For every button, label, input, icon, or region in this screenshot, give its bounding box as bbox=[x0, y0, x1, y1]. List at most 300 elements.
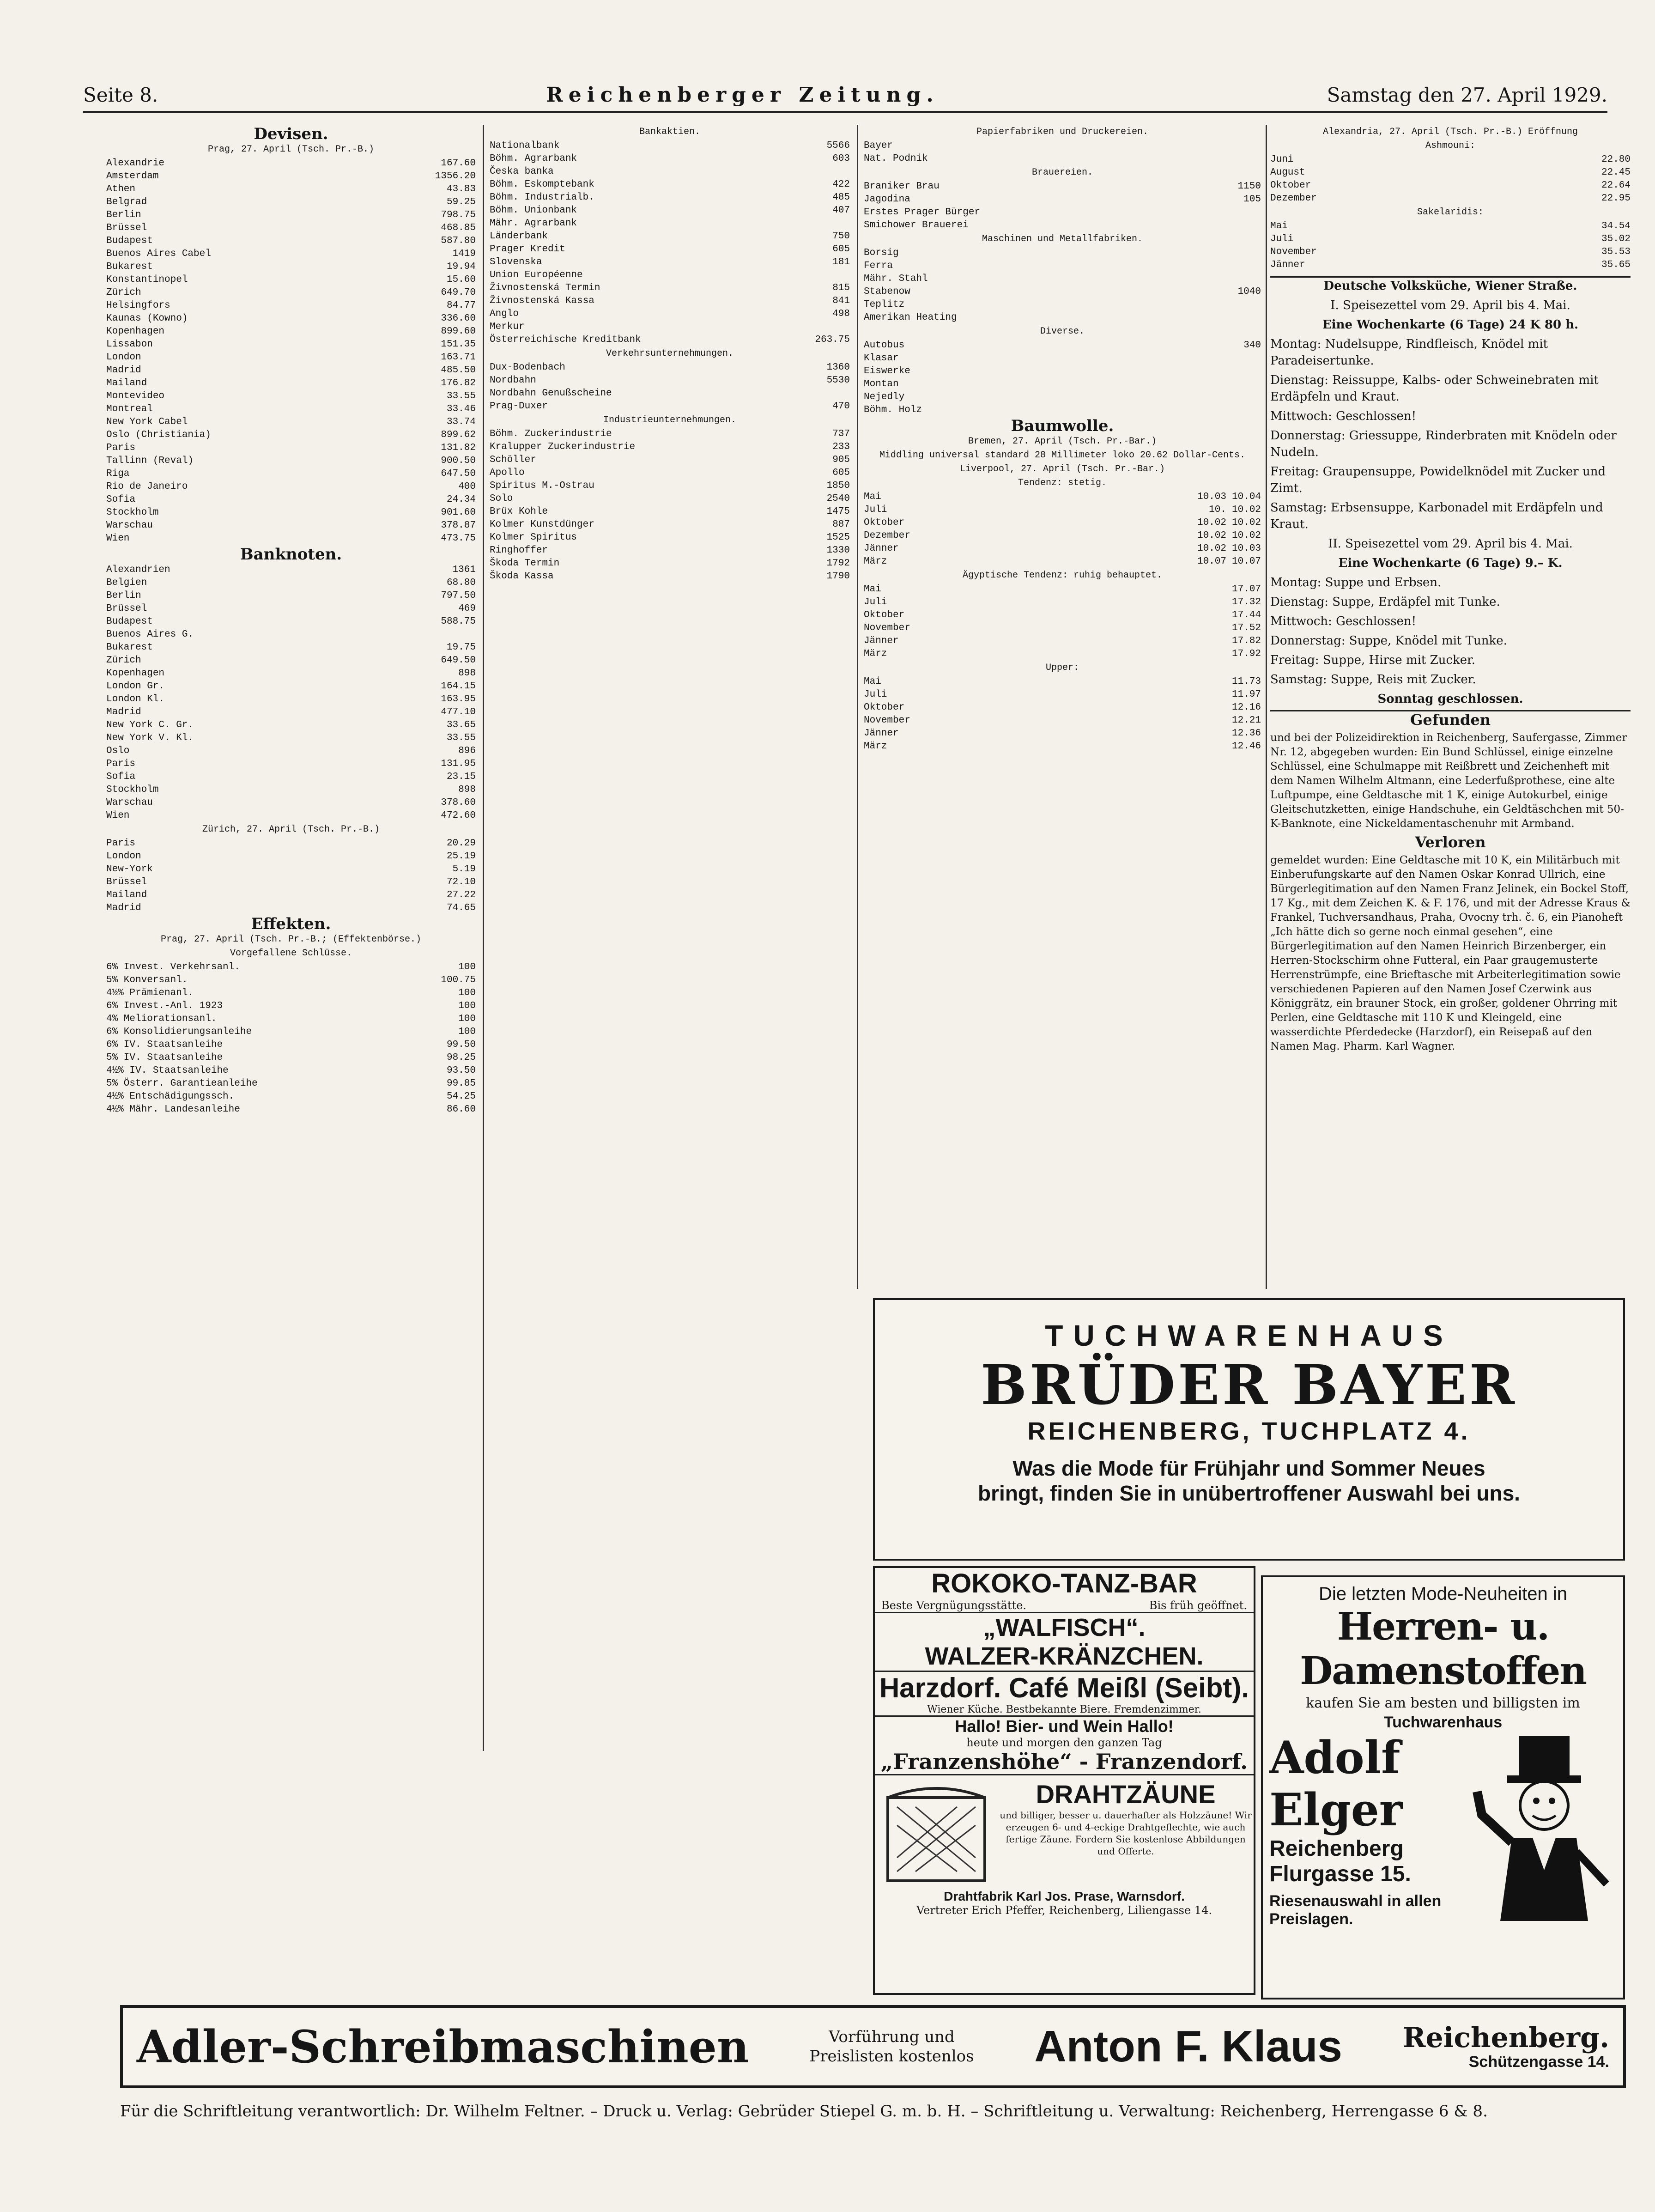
row-label: Stockholm bbox=[106, 784, 159, 795]
row-label: Union Européenne bbox=[490, 270, 583, 280]
table-row bbox=[490, 204, 850, 217]
row-label: August bbox=[1270, 167, 1305, 178]
row-value: 1356.20 bbox=[435, 171, 476, 182]
row-value: 470 bbox=[832, 401, 850, 412]
row-label: New-York bbox=[106, 864, 153, 875]
table-row bbox=[864, 740, 1261, 753]
table-row bbox=[1270, 166, 1631, 179]
section-title-devisen: Devisen. bbox=[254, 125, 328, 143]
table-row bbox=[106, 889, 476, 902]
ad-elger-name: Adolf Elger bbox=[1269, 1732, 1403, 1836]
table-row bbox=[106, 589, 476, 602]
table-row bbox=[490, 492, 850, 505]
table-row bbox=[106, 680, 476, 693]
row-value: 24.34 bbox=[446, 494, 476, 505]
column-notices bbox=[1270, 125, 1631, 1057]
table-row bbox=[864, 701, 1261, 714]
row-label: Amsterdam bbox=[106, 171, 159, 182]
row-label: Mähr. Stahl bbox=[864, 273, 928, 284]
row-value: 33.55 bbox=[446, 733, 476, 743]
masthead: Reichenberger Zeitung. bbox=[546, 83, 939, 107]
row-label: Paris bbox=[106, 759, 136, 769]
table-row bbox=[106, 667, 476, 680]
row-value: 485 bbox=[832, 192, 850, 203]
row-value: 27.22 bbox=[446, 890, 476, 900]
table-row bbox=[490, 282, 850, 295]
row-value: 340 bbox=[1243, 340, 1261, 351]
table-row bbox=[106, 745, 476, 758]
section-title-verkehr: Verkehrsunternehmungen. bbox=[606, 348, 734, 359]
row-value: 100 bbox=[458, 1027, 476, 1037]
row-label: Nejedly bbox=[864, 392, 905, 402]
table-row bbox=[106, 209, 476, 222]
row-label: Dezember bbox=[864, 530, 910, 541]
volkskueche-menu1 bbox=[1270, 336, 1631, 533]
row-value: 86.60 bbox=[446, 1104, 476, 1115]
imprint-footer: Für die Schriftleitung verantwortlich: Dr. Wilhelm Feltner. – Druck u. Verlag: Gebrüder Stiepel G. m. b. H. – Schriftleitung u. Verwaltung: Reichenberg, Herrengasse 6 & 8. bbox=[120, 2102, 1488, 2121]
row-label: Oktober bbox=[864, 610, 905, 620]
table-row bbox=[106, 961, 476, 974]
table-row bbox=[106, 577, 476, 589]
ad-elger-choice: Riesenauswahl in allen Preislagen. bbox=[1269, 1892, 1442, 1928]
row-label: Jagodina bbox=[864, 194, 910, 205]
column-rule bbox=[483, 125, 484, 1751]
ad-adler-street: Schützengasse 14. bbox=[1468, 2053, 1609, 2071]
newspaper-page bbox=[28, 18, 1631, 2185]
menu-line: Dienstag: Suppe, Erdäpfel mit Tunke. bbox=[1270, 595, 1500, 609]
ad-draht-text: und billiger, besser u. dauerhafter als Holzzäune! Wir erzeugen 6- und 4-eckige Drahtgeflechte, wie auch fertige Zäune. Fordern Sie kostenlose Abbildungen und Offerte. bbox=[1000, 1810, 1252, 1857]
table-row bbox=[106, 796, 476, 809]
table-row bbox=[1270, 192, 1631, 205]
row-label: Brüssel bbox=[106, 877, 147, 887]
row-label: 6% Invest.-Anl. 1923 bbox=[106, 1001, 223, 1011]
table-row bbox=[864, 529, 1261, 542]
row-label: Spiritus M.-Ostrau bbox=[490, 480, 594, 491]
top-hat-man-icon bbox=[1468, 1732, 1620, 1926]
table-row bbox=[106, 1026, 476, 1039]
section-title-baumwolle: Baumwolle. bbox=[1011, 417, 1114, 435]
row-value: 19.75 bbox=[446, 642, 476, 653]
ad-elger-line3: kaufen Sie am besten und billigsten im bbox=[1306, 1695, 1580, 1711]
table-row bbox=[490, 518, 850, 531]
ad-draht-firm: Drahtfabrik Karl Jos. Prase, Warnsdorf. bbox=[944, 1889, 1185, 1903]
menu-line: Dienstag: Reissuppe, Kalbs- oder Schweinebraten mit Erdäpfeln und Kraut. bbox=[1270, 373, 1599, 404]
row-value: 164.15 bbox=[441, 681, 476, 692]
ad-rokoko-title: ROKOKO-TANZ-BAR bbox=[931, 1568, 1197, 1598]
row-label: Böhm. Agrarbank bbox=[490, 153, 577, 164]
row-label: Borsig bbox=[864, 248, 899, 258]
table-row bbox=[490, 230, 850, 243]
table-row bbox=[864, 714, 1261, 727]
ad-brueder-bayer bbox=[873, 1298, 1625, 1561]
table-row bbox=[1270, 220, 1631, 233]
table-row bbox=[490, 570, 850, 583]
ad-tuch-line1: TUCHWARENHAUS bbox=[1045, 1319, 1453, 1352]
row-value: 737 bbox=[832, 429, 850, 439]
papier-table bbox=[864, 140, 1261, 165]
table-row bbox=[106, 170, 476, 183]
volkskueche-p4: Eine Wochenkarte (6 Tage) 9.– K. bbox=[1338, 556, 1563, 570]
table-row bbox=[864, 583, 1261, 596]
row-label: Kaunas (Kowno) bbox=[106, 313, 188, 324]
row-label: Böhm. Unionbank bbox=[490, 205, 577, 216]
table-row bbox=[864, 727, 1261, 740]
diverse-table bbox=[864, 339, 1261, 417]
sakel-alex-table bbox=[1270, 220, 1631, 272]
row-label: Belgrad bbox=[106, 197, 147, 207]
row-value: 10.04 bbox=[1231, 492, 1261, 502]
ad-tuch-address: REICHENBERG, TUCHPLATZ 4. bbox=[1027, 1417, 1471, 1445]
row-value: 1419 bbox=[452, 249, 476, 259]
industrie-table bbox=[490, 428, 850, 583]
table-row bbox=[106, 325, 476, 338]
row-value: 23.15 bbox=[446, 772, 476, 782]
row-label: Böhm. Industrialb. bbox=[490, 192, 594, 203]
row-value: 10. bbox=[1209, 504, 1226, 515]
row-label: 6% IV. Staatsanleihe bbox=[106, 1039, 223, 1050]
row-value: 10.02 bbox=[1197, 543, 1226, 554]
row-value: 1475 bbox=[826, 506, 850, 517]
row-label: Schöller bbox=[490, 455, 536, 465]
row-label: Ferra bbox=[864, 261, 893, 271]
row-label: Klasar bbox=[864, 353, 899, 364]
row-value: 12.36 bbox=[1231, 728, 1261, 739]
row-value: 74.65 bbox=[446, 903, 476, 913]
table-row bbox=[490, 531, 850, 544]
row-label: Ringhoffer bbox=[490, 545, 548, 556]
row-value: 17.07 bbox=[1231, 584, 1261, 595]
row-label: Zürich bbox=[106, 287, 141, 298]
section-title-bankaktien: Bankaktien. bbox=[639, 127, 701, 137]
verkehr-table bbox=[490, 361, 850, 413]
row-label: Juli bbox=[1270, 234, 1294, 244]
table-row bbox=[106, 1103, 476, 1116]
row-value: 12.46 bbox=[1231, 741, 1261, 752]
row-label: Mailand bbox=[106, 378, 147, 389]
row-value: 151.35 bbox=[441, 339, 476, 350]
table-row bbox=[106, 429, 476, 442]
table-row bbox=[106, 442, 476, 455]
row-label: Belgien bbox=[106, 577, 147, 588]
ad-tuch-line5: bringt, finden Sie in unübertroffener Auswahl bei uns. bbox=[978, 1481, 1520, 1505]
row-value: 54.25 bbox=[446, 1091, 476, 1102]
row-value: 17.52 bbox=[1231, 623, 1261, 633]
menu-line: Mittwoch: Geschlossen! bbox=[1270, 409, 1417, 423]
row-label: New York V. Kl. bbox=[106, 733, 194, 743]
bankaktien-table bbox=[490, 140, 850, 346]
row-label: Mai bbox=[864, 492, 881, 502]
table-row bbox=[490, 191, 850, 204]
row-value: 100 bbox=[458, 1001, 476, 1011]
table-row bbox=[490, 165, 850, 178]
table-row bbox=[490, 374, 850, 387]
ad-elger-line4: Tuchwarenhaus bbox=[1383, 1714, 1503, 1731]
ad-adler-mid bbox=[809, 2027, 974, 2066]
table-row bbox=[106, 615, 476, 628]
ad-draht bbox=[875, 1775, 1254, 1889]
row-value: 1850 bbox=[826, 480, 850, 491]
table-row bbox=[490, 454, 850, 467]
row-value: 841 bbox=[832, 296, 850, 306]
menu-line: Donnerstag: Griessuppe, Rinderbraten mit Knödeln oder Nudeln. bbox=[1270, 429, 1617, 459]
table-row bbox=[864, 180, 1261, 193]
row-value: 233 bbox=[832, 442, 850, 452]
ad-adler-mid2: Preislisten kostenlos bbox=[809, 2047, 974, 2066]
table-row bbox=[1270, 179, 1631, 192]
table-row bbox=[106, 338, 476, 351]
row-label: Bukarest bbox=[106, 642, 153, 653]
row-label: März bbox=[864, 649, 887, 659]
row-value: 100 bbox=[458, 962, 476, 972]
row-label: Jänner bbox=[864, 636, 899, 646]
row-value: 72.10 bbox=[446, 877, 476, 887]
row-value: 17.44 bbox=[1231, 610, 1261, 620]
effekten-note: Vorgefallene Schlüsse. bbox=[230, 948, 352, 959]
table-row bbox=[106, 273, 476, 286]
table-row bbox=[864, 260, 1261, 273]
row-label: Stockholm bbox=[106, 507, 159, 518]
row-value: 898 bbox=[458, 668, 476, 679]
row-value: 68.80 bbox=[446, 577, 476, 588]
row-label: Paris bbox=[106, 443, 136, 453]
baumwolle-middling: Middling universal standard 28 Millimeter loko 20.62 Dollar-Cents. bbox=[879, 450, 1246, 461]
row-label: Stabenow bbox=[864, 286, 910, 297]
table-row bbox=[106, 416, 476, 429]
table-row bbox=[490, 152, 850, 165]
table-row bbox=[864, 378, 1261, 391]
row-value: 469 bbox=[458, 603, 476, 614]
table-row bbox=[490, 243, 850, 256]
row-value: 336.60 bbox=[441, 313, 476, 324]
row-value: 905 bbox=[832, 455, 850, 465]
table-row bbox=[1270, 233, 1631, 246]
table-row bbox=[490, 321, 850, 334]
row-value: 10.07 bbox=[1197, 556, 1226, 567]
table-row bbox=[106, 1090, 476, 1103]
row-label: Mähr. Agrarbank bbox=[490, 218, 577, 229]
row-value: 1150 bbox=[1237, 181, 1261, 192]
maschinen-table bbox=[864, 247, 1261, 324]
row-label: Jänner bbox=[1270, 260, 1305, 270]
row-label: Österreichische Kreditbank bbox=[490, 334, 641, 345]
row-label: Montreal bbox=[106, 404, 153, 414]
row-label: 5% Konversanl. bbox=[106, 975, 188, 985]
row-value: 815 bbox=[832, 283, 850, 293]
row-value: 422 bbox=[832, 179, 850, 190]
table-row bbox=[106, 222, 476, 235]
table-row bbox=[864, 140, 1261, 152]
table-row bbox=[106, 974, 476, 987]
row-label: Jänner bbox=[864, 543, 899, 554]
row-value: 900.50 bbox=[441, 456, 476, 466]
ad-adler-city: Reichenberg. bbox=[1402, 2021, 1609, 2054]
ad-bier: Hallo! Bier- und Wein Hallo! bbox=[955, 1717, 1174, 1736]
table-row bbox=[106, 235, 476, 248]
row-label: London bbox=[106, 851, 141, 862]
table-row bbox=[106, 719, 476, 732]
row-value: 99.85 bbox=[446, 1078, 476, 1089]
row-label: Živnostenská Kassa bbox=[490, 296, 594, 306]
ad-rokoko-block bbox=[873, 1566, 1255, 1995]
ad-adler-left: Adler-Schreibmaschinen bbox=[137, 2020, 749, 2073]
row-value: 263.75 bbox=[815, 334, 850, 345]
row-label: Warschau bbox=[106, 520, 153, 531]
row-label: Teplitz bbox=[864, 299, 905, 310]
table-row bbox=[106, 455, 476, 468]
table-row bbox=[106, 771, 476, 784]
table-row bbox=[106, 493, 476, 506]
table-row bbox=[490, 467, 850, 480]
table-row bbox=[106, 299, 476, 312]
fence-gate-icon bbox=[879, 1779, 994, 1885]
verloren-text: gemeldet wurden: Eine Geldtasche mit 10 K, ein Militärbuch mit Einberufungskarte auf den Namen Oskar Konrad Ullrich, eine Bürgerlegitimation auf den Namen Franz Jelinek, ein Bockel Stoff, 17 Kg., mit dem Zeichen K. & F. 176, und mit der Adresse Kraus & Frankel, Tuchversandhaus, Praha, Ovocny trh. č. 6, ein Pianoheft „Ich hätte dich so gerne noch einmal gesehen“, eine Bürgerlegitimation auf den Namen Heinrich Birzenberger, ein Herren-Stockschirm ohne Futteral, ein Paar graugemusterte Herrenstrümpfe, eine Brieftasche mit Arbeiterlegitimation sowie verschiedenen Papieren auf den Namen Josef Czerwink aus Königgrätz, ein brauner Stock, ein großer, goldener Ohrring mit Perlen, eine Geldtasche mit 110 K und Kleingeld, eine wasserdichte Pferdedecke (Harzdorf), ein Reisepaß auf den Namen Mag. Pharm. Karl Wagner. bbox=[1270, 854, 1631, 1052]
row-label: Škoda Kassa bbox=[490, 571, 554, 582]
table-row bbox=[106, 1077, 476, 1090]
table-row bbox=[106, 532, 476, 545]
ad-rokoko-sub-right: Bis früh geöffnet. bbox=[1149, 1599, 1247, 1612]
row-label: Kopenhagen bbox=[106, 668, 165, 679]
table-row bbox=[106, 850, 476, 863]
row-value: 898 bbox=[458, 784, 476, 795]
row-value: 899.60 bbox=[441, 326, 476, 337]
row-value: 887 bbox=[832, 519, 850, 530]
row-label: Jänner bbox=[864, 728, 899, 739]
section-title-brauereien: Brauereien. bbox=[1031, 167, 1093, 178]
row-value: 100 bbox=[458, 988, 476, 998]
volkskueche-menu2 bbox=[1270, 574, 1631, 688]
row-label: 5% Österr. Garantieanleihe bbox=[106, 1078, 258, 1089]
row-value: 11.73 bbox=[1231, 676, 1261, 687]
ad-tuch-line4: Was die Mode für Frühjahr und Sommer Neues bbox=[1012, 1456, 1485, 1480]
row-label: Mai bbox=[864, 584, 881, 595]
volkskueche-p2: Eine Wochenkarte (6 Tage) 24 K 80 h. bbox=[1322, 318, 1579, 332]
row-label: Brüx Kohle bbox=[490, 506, 548, 517]
row-value: 22.64 bbox=[1601, 180, 1631, 191]
row-label: Bayer bbox=[864, 140, 893, 151]
row-value: 10.02 bbox=[1231, 530, 1261, 541]
row-value: 167.60 bbox=[441, 158, 476, 169]
row-value: 10.02 bbox=[1231, 504, 1261, 515]
row-value: 17.92 bbox=[1231, 649, 1261, 659]
row-value: 473.75 bbox=[441, 533, 476, 544]
devisen-table bbox=[106, 157, 476, 545]
table-row bbox=[864, 555, 1261, 568]
upper-table bbox=[864, 675, 1261, 753]
row-value: 11.97 bbox=[1231, 689, 1261, 700]
table-row bbox=[490, 269, 850, 282]
row-value: 10.07 bbox=[1231, 556, 1261, 567]
ad-adler-banner bbox=[120, 2005, 1626, 2088]
row-value: 22.45 bbox=[1601, 167, 1631, 178]
table-row bbox=[490, 295, 850, 308]
row-label: Böhm. Eskomptebank bbox=[490, 179, 594, 190]
row-value: 10.02 bbox=[1197, 530, 1226, 541]
section-title-diverse: Diverse. bbox=[1040, 326, 1085, 337]
baumwolle-aegypt: Ägyptische Tendenz: ruhig behauptet. bbox=[962, 570, 1163, 581]
table-row bbox=[490, 256, 850, 269]
table-row bbox=[106, 1064, 476, 1077]
row-label: Oktober bbox=[864, 517, 905, 528]
table-row bbox=[490, 178, 850, 191]
effekten-table bbox=[106, 961, 476, 1116]
baumwolle-bremen: Bremen, 27. April (Tsch. Pr.-Bar.) bbox=[968, 436, 1157, 447]
table-row bbox=[864, 206, 1261, 219]
ad-walzer: WALZER-KRÄNZCHEN. bbox=[925, 1642, 1204, 1670]
row-label: Buenos Aires G. bbox=[106, 629, 194, 640]
menu-line: Montag: Nudelsuppe, Rindfleisch, Knödel mit Paradeisertunke. bbox=[1270, 337, 1548, 368]
alexandria-subtitle: Alexandria, 27. April (Tsch. Pr.-B.) Eröffnung bbox=[1322, 127, 1578, 137]
row-value: 798.75 bbox=[441, 210, 476, 220]
row-label: Bukarest bbox=[106, 261, 153, 272]
volkskueche-p1: I. Speisezettel vom 29. April bis 4. Mai. bbox=[1330, 298, 1570, 312]
row-label: Juli bbox=[864, 689, 887, 700]
ad-tuch-name: BRÜDER BAYER bbox=[981, 1353, 1517, 1417]
table-row bbox=[864, 352, 1261, 365]
row-value: 84.77 bbox=[446, 300, 476, 311]
row-label: Konstantinopel bbox=[106, 274, 188, 285]
ad-draht-title: DRAHTZÄUNE bbox=[1036, 1780, 1216, 1809]
row-value: 17.32 bbox=[1231, 597, 1261, 608]
row-label: Lissabon bbox=[106, 339, 153, 350]
table-row bbox=[106, 480, 476, 493]
table-row bbox=[106, 654, 476, 667]
row-value: 100.75 bbox=[441, 975, 476, 985]
table-row bbox=[864, 688, 1261, 701]
row-label: März bbox=[864, 741, 887, 752]
row-label: Kopenhagen bbox=[106, 326, 165, 337]
table-row bbox=[864, 273, 1261, 286]
table-row bbox=[864, 491, 1261, 504]
table-row bbox=[864, 622, 1261, 635]
row-label: Madrid bbox=[106, 365, 141, 376]
row-value: 59.25 bbox=[446, 197, 476, 207]
row-value: 5530 bbox=[826, 375, 850, 386]
table-row bbox=[864, 339, 1261, 352]
table-row bbox=[106, 286, 476, 299]
row-label: Merkur bbox=[490, 322, 525, 332]
table-row bbox=[106, 732, 476, 745]
row-label: Erstes Prager Bürger bbox=[864, 207, 981, 218]
table-row bbox=[106, 377, 476, 390]
row-label: 4½% Entschädigungssch. bbox=[106, 1091, 235, 1102]
row-value: 378.60 bbox=[441, 797, 476, 808]
row-value: 131.95 bbox=[441, 759, 476, 769]
row-label: Berlin bbox=[106, 590, 141, 601]
row-label: Paris bbox=[106, 838, 136, 849]
row-value: 25.19 bbox=[446, 851, 476, 862]
column-exchange-rates bbox=[106, 125, 476, 1116]
row-label: Mailand bbox=[106, 890, 147, 900]
table-row bbox=[490, 400, 850, 413]
ad-adler-mid1: Vorführung und bbox=[829, 2028, 955, 2046]
row-label: Böhm. Zuckerindustrie bbox=[490, 429, 612, 439]
ad-adler-name: Anton F. Klaus bbox=[1034, 2022, 1342, 2071]
menu-line: Samstag: Erbsensuppe, Karbonadel mit Erdäpfeln und Kraut. bbox=[1270, 501, 1603, 531]
verloren-title: Verloren bbox=[1415, 833, 1486, 851]
row-value: 400 bbox=[458, 481, 476, 492]
table-row bbox=[1270, 153, 1631, 166]
baumwolle-table bbox=[864, 491, 1261, 568]
row-label: Kolmer Kunstdünger bbox=[490, 519, 594, 530]
row-label: Riga bbox=[106, 468, 130, 479]
table-row bbox=[490, 544, 850, 557]
row-value: 896 bbox=[458, 746, 476, 756]
table-row bbox=[864, 219, 1261, 232]
row-value: 587.80 bbox=[441, 236, 476, 246]
row-value: 33.55 bbox=[446, 391, 476, 401]
row-label: Brüssel bbox=[106, 223, 147, 233]
row-label: Juli bbox=[864, 504, 887, 515]
